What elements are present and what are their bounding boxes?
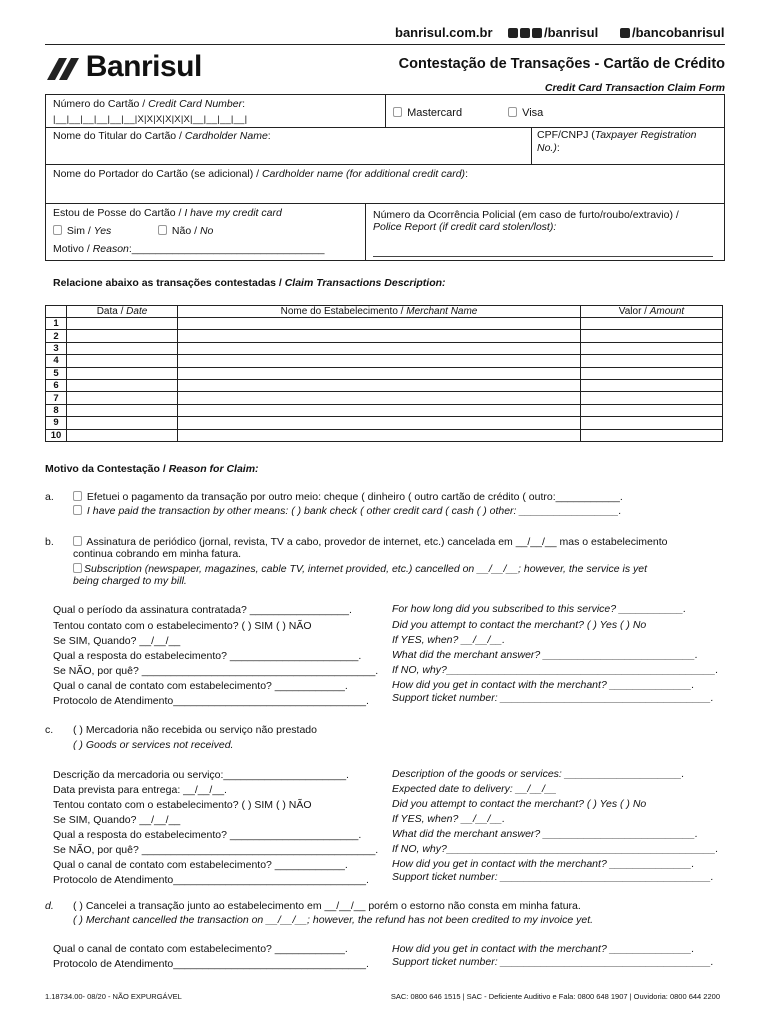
transactions-heading: Relacione abaixo as transações contestadas / Claim Transactions Description: (53, 277, 446, 289)
card-number-label: Número do Cartão / Credit Card Number: (53, 98, 246, 110)
table-row: 3 (46, 342, 723, 354)
mastercard-checkbox[interactable] (393, 107, 402, 117)
col-merchant: Nome do Estabelecimento / Merchant Name (178, 306, 581, 318)
footer-code: 1.18734.00- 08/20 - NÃO EXPURGÁVEL (45, 992, 182, 1001)
youtube-handle: /bancobanrisul (632, 25, 725, 40)
reason-field[interactable]: Motivo / Reason:_________________________________ (53, 243, 325, 255)
page-title: Contestação de Transações - Cartão de Crédito (398, 56, 725, 72)
page-subtitle: Credit Card Transaction Claim Form (544, 82, 725, 94)
reason-b-pt[interactable]: Assinatura de periódico (jornal, revista, TV a cabo, provedor de internet, etc.) cancelada em __/__/__ mas o estabelecimento (73, 536, 667, 548)
header-rule (45, 44, 725, 45)
table-row: 4 (46, 355, 723, 367)
reason-b-en2: being charged to my bill. (73, 575, 187, 587)
reason-b-label: b. (45, 536, 54, 548)
logo-text: Banrisul (85, 50, 202, 83)
mastercard-option[interactable]: Mastercard (393, 107, 462, 119)
reason-c-label: c. (45, 724, 54, 736)
reason-a-checkbox[interactable] (73, 491, 82, 501)
reason-b-checkbox[interactable] (73, 536, 82, 546)
col-date: Data / Date (67, 306, 178, 318)
reasons-heading: Motivo da Contestação / Reason for Claim: (45, 463, 259, 475)
instagram-icon (520, 28, 530, 38)
reason-a-label: a. (45, 491, 54, 503)
reason-d-label: d. (45, 900, 54, 912)
bearer-name-field[interactable]: Nome do Portador do Cartão (se adicional) / Cardholder name (for additional credit card): (53, 168, 468, 180)
table-row: 7 (46, 392, 723, 404)
reason-d-pt[interactable]: ( ) Cancelei a transação junto ao estabelecimento em __/__/__ porém o estorno não consta em minha fatura. (73, 900, 581, 912)
possession-label: Estou de Posse do Cartão / I have my credit card (53, 207, 282, 219)
table-header (46, 306, 723, 318)
card-number-field[interactable]: |__|__|__|__|__|__|X|X|X|X|X|X|__|__|__|__| (53, 114, 248, 125)
visa-option[interactable]: Visa (508, 107, 543, 119)
twitter-icon (532, 28, 542, 38)
transactions-table (45, 305, 723, 442)
col-amount: Valor / Amount (581, 306, 723, 318)
reason-c-en: ( ) Goods or services not received. (73, 739, 234, 751)
table-row: 8 (46, 404, 723, 416)
table-row: 5 (46, 367, 723, 379)
possession-no[interactable]: Não / No (158, 225, 213, 237)
table-row: 1 (46, 318, 723, 330)
reason-d-en: ( ) Merchant cancelled the transaction on __/__/__; however, the refund has not been credited to my invoice yet. (73, 914, 594, 926)
police-report-label: Número da Ocorrência Policial (em caso de furto/roubo/extravio) / (373, 209, 679, 221)
site-url[interactable]: banrisul.com.br (395, 25, 493, 40)
table-row: 10 (46, 429, 723, 441)
cpf-field[interactable]: CPF/CNPJ (Taxpayer Registration No.): (537, 129, 697, 154)
logo-mark-icon (45, 52, 83, 82)
reason-a-pt[interactable]: Efetuei o pagamento da transação por outro meio: cheque ( dinheiro ( outro cartão de crédito ( outro:___________. (73, 491, 623, 503)
facebook-icon (508, 28, 518, 38)
possession-yes[interactable]: Sim / Yes (53, 225, 111, 237)
table-row: 2 (46, 330, 723, 342)
visa-checkbox[interactable] (508, 107, 517, 117)
reason-c-pt[interactable]: ( ) Mercadoria não recebida ou serviço não prestado (73, 724, 317, 736)
reason-b-en: Subscription (newspaper, magazines, cable TV, internet provided, etc.) cancelled on __/__/__; however, the service is yet (73, 563, 647, 575)
table-row: 6 (46, 379, 723, 391)
social-handle: /banrisul (544, 25, 599, 40)
reason-b-pt2: continua cobrando em minha fatura. (73, 548, 242, 560)
banrisul-logo (45, 50, 202, 84)
table-row: 9 (46, 417, 723, 429)
footer-contact: SAC: 0800 646 1515 | SAC - Deficiente Auditivo e Fala: 0800 648 1907 | Ouvidoria: 0800 644 2200 (390, 992, 720, 1001)
cardholder-name-field[interactable]: Nome do Titular do Cartão / Cardholder Name: (53, 130, 271, 142)
social-links[interactable] (508, 25, 598, 40)
youtube-icon (620, 28, 630, 38)
no-checkbox[interactable] (158, 225, 167, 235)
police-report-field[interactable] (373, 256, 713, 257)
youtube-link[interactable] (620, 25, 724, 40)
police-report-label-en: Police Report (if credit card stolen/lost): (373, 221, 557, 233)
reason-a-en: I have paid the transaction by other means: ( ) bank check ( other credit card ( cash ( ) other: _________________. (73, 505, 622, 517)
yes-checkbox[interactable] (53, 225, 62, 235)
